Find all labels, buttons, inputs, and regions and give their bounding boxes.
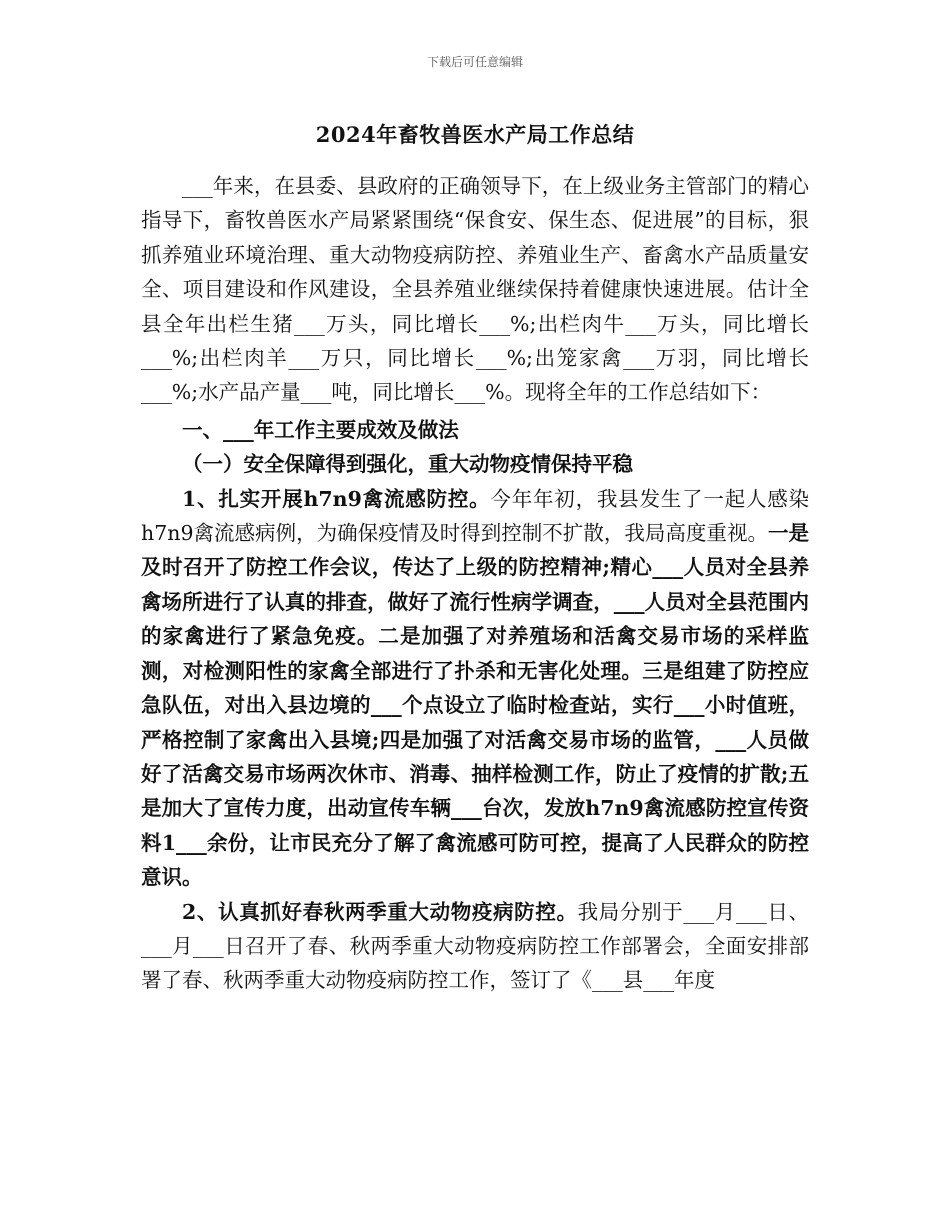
document-title: 2024年畜牧兽医水产局工作总结 [315, 122, 635, 147]
subsection-heading-1: （一）安全保障得到强化，重大动物疫情保持平稳 [182, 452, 633, 477]
item-1-text: 今年年初，我县发生了一起人感染h7n9禽流感病例，为确保疫情及时得到控制不扩散，我局高度重视。 [141, 486, 809, 546]
section-heading-1: 一、___年工作主要成效及做法 [182, 417, 459, 442]
item-2-text: 我局分别于___月___日、___月___日召开了春、秋两季重大动物疫病防控工作部署会，全面安排部署了春、秋两季重大动物疫病防控工作，签订了《___县___年度 [141, 899, 810, 993]
item-1-measures: 一是及时召开了防控工作会议，传达了上级的防控精神;精心___人员对全县养禽场所进行了认真的排查，做好了流行性病学调查，___人员对全县范围内的家禽进行了紧急免疫。二是加强了对养殖场和活禽交易市场的采样监测，对检测阳性的家禽全部进行了扑杀和无害化处理。三是组建了防控应急队伍，对出入县边境的___个点设立了临时检查站，实行___小时值班，严格控制了家禽出入县境;四是加强了对活禽交易市场的监管，___人员做好了活禽交易市场两次休市、消毒、抽样检测工作，防止了疫情的扩散;五是加大了宣传力度，出动宣传车辆___台次，发放h7n9禽流感防控宣传资料1___余份，让市民充分了解了禽流感可防可控，提高了人民群众的防控意识。 [141, 521, 810, 890]
item-2-paragraph [141, 895, 809, 998]
item-2-lead: 2、认真抓好春秋两季重大动物疫病防控。 [182, 899, 578, 924]
intro-paragraph: ___年来，在县委、县政府的正确领导下，在上级业务主管部门的精心指导下，畜牧兽医水产局紧紧围绕“保食安、保生态、促进展”的目标，狠抓养殖业环境治理、重大动物疫病防控、养殖业生产、畜禽水产品质量安全、项目建设和作风建设，全县养殖业继续保持着健康快速进展。估计全县全年出栏生猪___万头，同比增长___%;出栏肉牛___万头，同比增长___%;出栏肉羊___万只，同比增长___%;出笼家禽___万羽，同比增长___%;水产品产量___吨，同比增长___%。现将全年的工作总结如下： [141, 174, 809, 405]
item-1-lead: 1、扎实开展h7n9禽流感防控。 [182, 486, 491, 511]
header-note: 下载后可任意编辑 [426, 55, 523, 69]
document-body [141, 169, 809, 998]
item-1-paragraph [141, 482, 809, 895]
